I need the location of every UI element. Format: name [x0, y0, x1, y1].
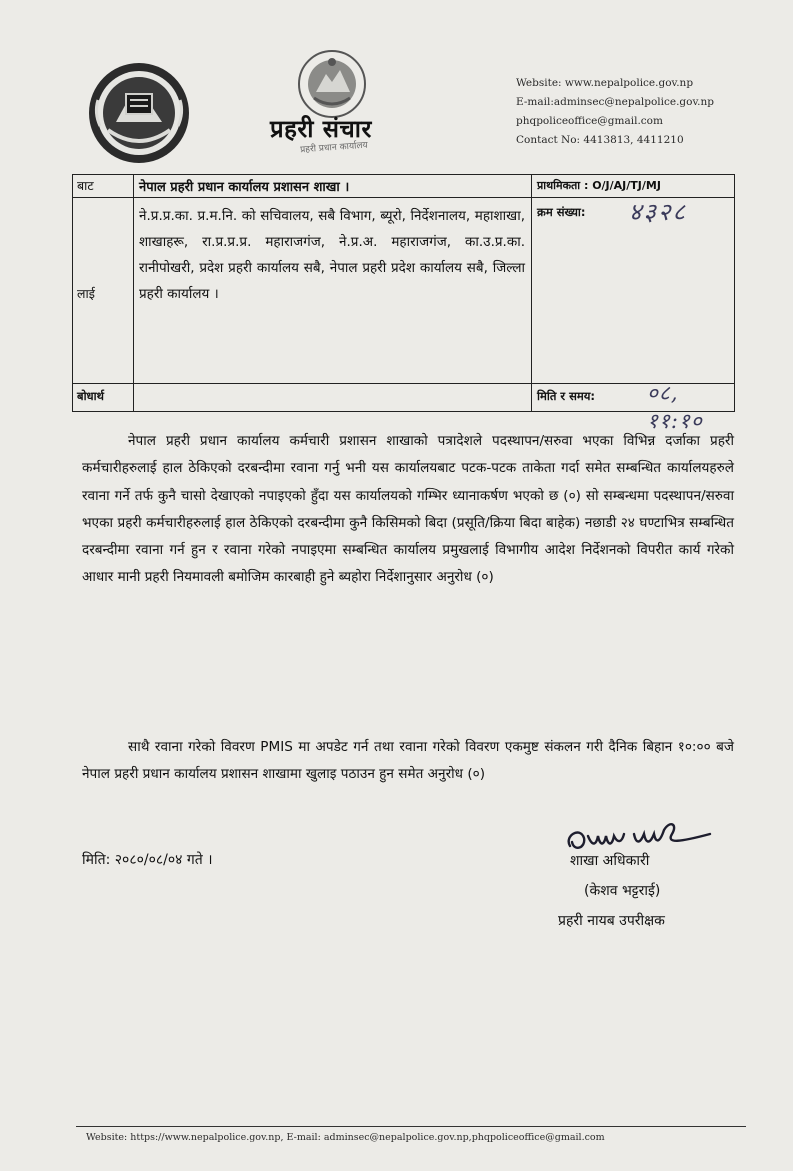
contact-info: [516, 74, 714, 150]
serial-number-handwritten: ४३२८: [629, 198, 687, 226]
table-divider: [133, 175, 134, 411]
contact-website: Website: www.nepalpolice.gov.np: [516, 77, 694, 89]
table-divider: [73, 383, 734, 384]
serial-number-label: क्रम संख्या:: [537, 205, 586, 219]
footer-contact: Website: https://www.nepalpolice.gov.np, E-mail: adminsec@nepalpolice.gov.np,phqpoliceoffice@gmail.com: [86, 1132, 605, 1143]
datetime-handwritten: ०८, ११:१०: [647, 381, 703, 433]
footer-divider: [76, 1126, 746, 1127]
signatory-block: [548, 846, 748, 936]
table-divider: [531, 175, 532, 411]
department-title: प्रहरी संचार: [270, 115, 372, 143]
routing-table: [72, 174, 735, 433]
police-emblem-logo: [86, 60, 192, 166]
signatory-rank: प्रहरी नायब उपरीक्षक: [558, 913, 665, 929]
from-label: बाट: [77, 178, 94, 193]
datetime-label: मिति र समय:: [537, 389, 596, 403]
office-stamp-text: प्रहरी प्रधान कार्यालय: [299, 140, 369, 156]
signatory-name: (केशव भट्टराई): [584, 883, 661, 899]
nepal-emblem-logo: [296, 48, 368, 120]
recipient-list: ने.प्र.प्र.का. प्र.म.नि. को सचिवालय, सबै विभाग, ब्यूरो, निर्देशनालय, महाशाखा, शाखाहरू, रा.प्र.प्र.प्र. महाराजगंज, ने.प्र.अ. महाराजगंज, का.उ.प्र.का. रानीपोखरी, प्रदेश प्रहरी कार्यालय सबै, नेपाल प्रहरी प्रदेश कार्यालय सबै, जिल्ला प्रहरी कार्यालय ।: [139, 208, 525, 302]
contact-email: E-mail:adminsec@nepalpolice.gov.np: [516, 96, 714, 108]
to-label: लाई: [77, 286, 95, 301]
issue-date: मिति: २०८०/०८/०४ गते ।: [82, 852, 213, 868]
signatory-title: शाखा अधिकारी: [570, 853, 650, 869]
body-paragraph-1: नेपाल प्रहरी प्रधान कार्यालय कर्मचारी प्रशासन शाखाको पत्रादेशले पदस्थापन/सरुवा भएका विभिन्न दर्जाका प्रहरी कर्मचारीहरुलाई हाल ठेकिएको दरबन्दीमा रवाना गर्नु भनी यस कार्यालयबाट पटक-पटक ताकेता गर्दा समेत सम्बन्धित कार्यालयहरुले रवाना गर्ने तर्फ कुनै चासो देखाएको नपाइएको हुँदा यस कार्यालयको गम्भिर ध्यानाकर्षण भएको छ (०) सो सम्बन्धमा पदस्थापन/सरुवा भएका प्रहरी कर्मचारीहरुलाई हाल ठेकिएको दरबन्दीमा कुनै किसिमको बिदा (प्रसूति/क्रिया बिदा बाहेक) नछाडी २४ घण्टाभित्र सम्बन्धित दरबन्दीमा रवाना गर्न हुन र रवाना गरेको नपाइएमा सम्बन्धित कार्यालय प्रमुखलाई विभागीय आदेश निर्देशनको विपरीत कार्य गरेको आधार मानी प्रहरी नियमावली बमोजिम कारबाही हुने ब्यहोरा निर्देशानुसार अनुरोध (०): [82, 433, 734, 586]
priority-field: प्राथमिकता : O/J/AJ/TJ/MJ: [537, 179, 661, 192]
contact-gmail: phqpoliceoffice@gmail.com: [516, 115, 663, 127]
info-label: बोधार्थ: [77, 389, 104, 403]
contact-phone: Contact No: 4413813, 4411210: [516, 134, 684, 146]
from-office: नेपाल प्रहरी प्रधान कार्यालय प्रशासन शाखा ।: [139, 180, 350, 195]
body-paragraph-2: साथै रवाना गरेको विवरण PMIS मा अपडेट गर्न तथा रवाना गरेको विवरण एकमुष्ट संकलन गरी दैनिक बिहान १०:०० बजे नेपाल प्रहरी प्रधान कार्यालय प्रशासन शाखामा खुलाइ पठाउन हुन समेत अनुरोध (०): [82, 739, 734, 783]
